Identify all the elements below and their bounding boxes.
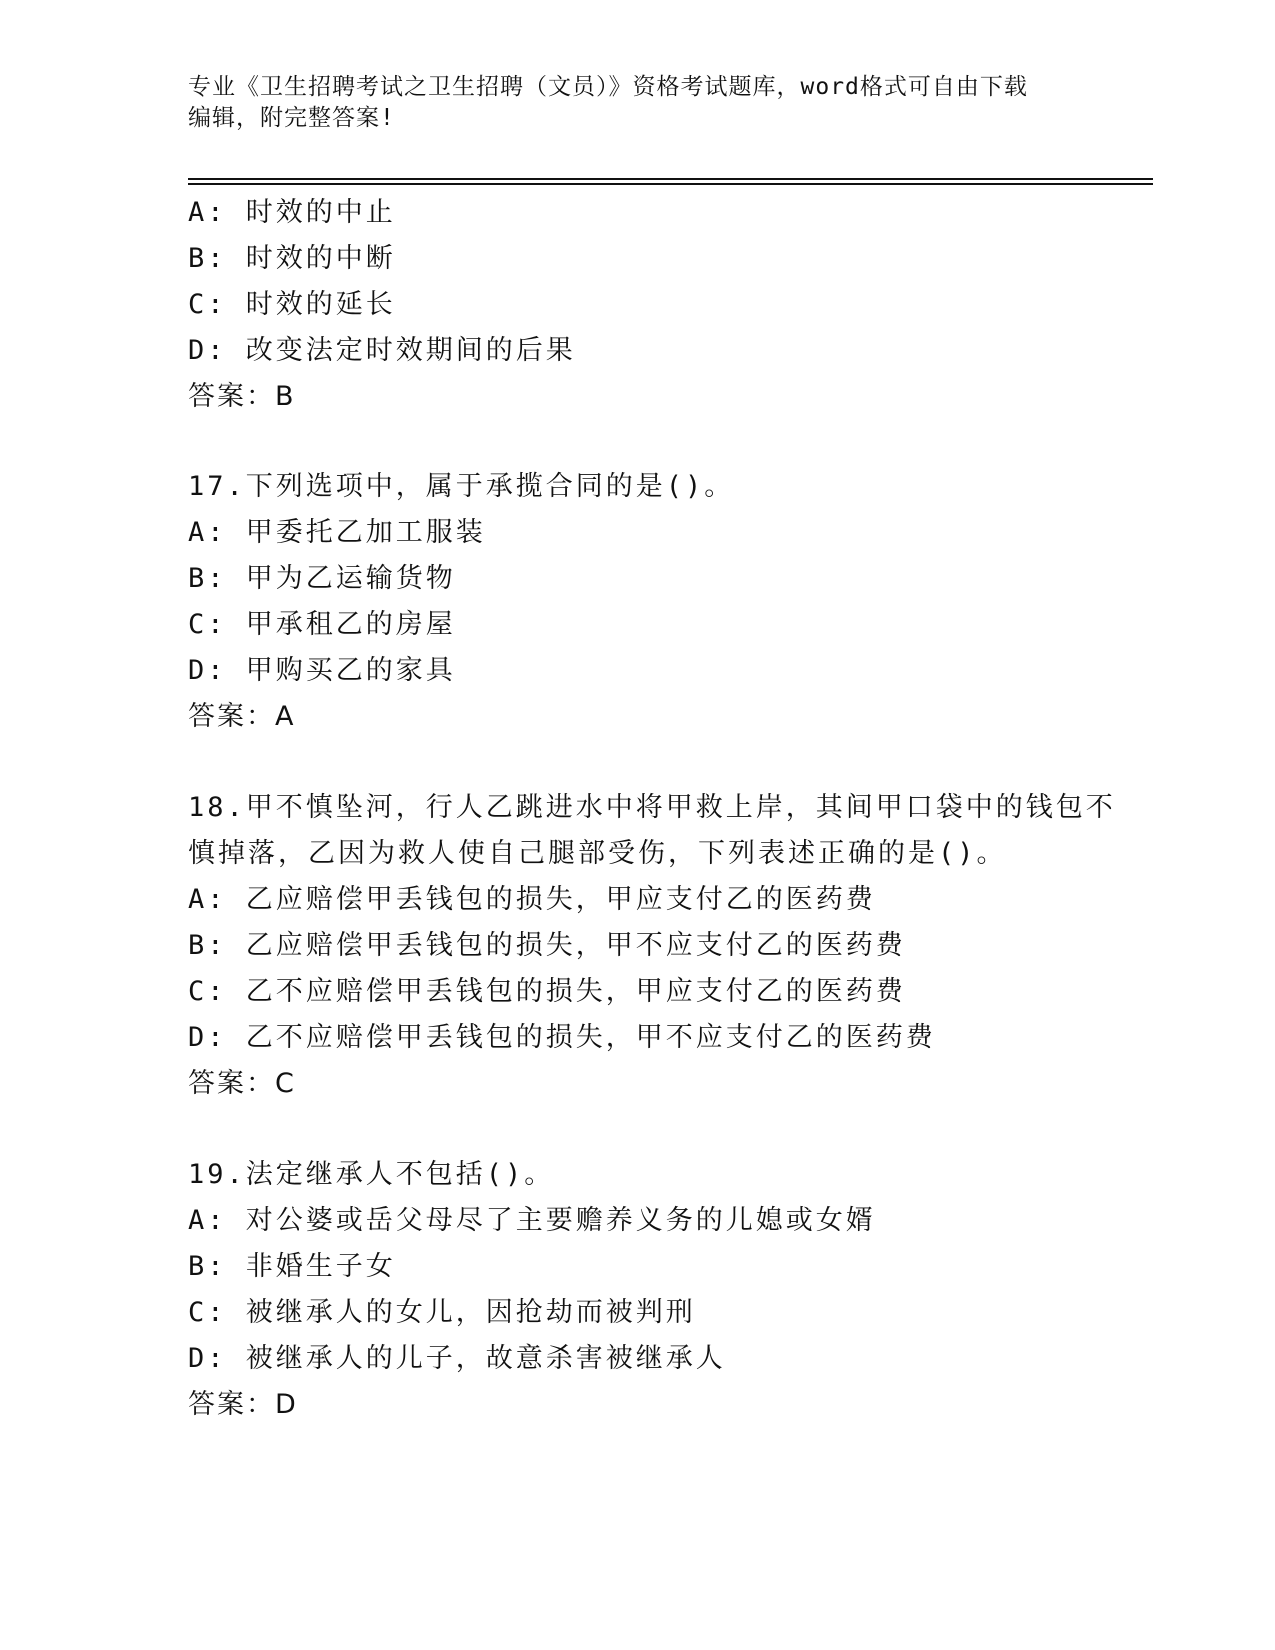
question-17 [188, 464, 1128, 740]
option-a: A: 对公婆或岳父母尽了主要赡养义务的儿媳或女婿 [188, 1205, 876, 1236]
option-c: C: 甲承租乙的房屋 [188, 609, 456, 640]
option-a: A: 乙应赔偿甲丢钱包的损失，甲应支付乙的医药费 [188, 884, 876, 915]
answer-line: 答案：A [188, 701, 296, 732]
header-line-1: 专业《卫生招聘考试之卫生招聘（文员）》资格考试题库，word格式可自由下载 [188, 74, 1028, 100]
answer-line: 答案：C [188, 1068, 296, 1099]
option-a: A: 时效的中止 [188, 197, 396, 228]
question-16 [188, 190, 1128, 420]
option-c: C: 被继承人的女儿，因抢劫而被判刑 [188, 1297, 696, 1328]
question-19 [188, 1152, 1128, 1428]
option-d: D: 甲购买乙的家具 [188, 655, 456, 686]
header-divider-bottom [188, 183, 1153, 185]
header-divider-top [188, 178, 1153, 180]
option-c: C: 乙不应赔偿甲丢钱包的损失，甲应支付乙的医药费 [188, 976, 906, 1007]
answer-line: 答案：B [188, 381, 296, 412]
option-d: D: 被继承人的儿子，故意杀害被继承人 [188, 1343, 726, 1374]
option-c: C: 时效的延长 [188, 289, 396, 320]
option-d: D: 乙不应赔偿甲丢钱包的损失，甲不应支付乙的医药费 [188, 1022, 936, 1053]
question-text: 19.法定继承人不包括()。 [188, 1159, 555, 1190]
option-b: B: 时效的中断 [188, 243, 396, 274]
question-text: 17.下列选项中，属于承揽合同的是()。 [188, 471, 735, 502]
option-b: B: 甲为乙运输货物 [188, 563, 456, 594]
question-18 [188, 785, 1128, 1107]
question-text-line-2: 慎掉落，乙因为救人使自己腿部受伤，下列表述正确的是()。 [188, 838, 1007, 869]
header-line-2: 编辑，附完整答案! [188, 105, 395, 131]
document-header [188, 72, 1068, 134]
option-b: B: 非婚生子女 [188, 1251, 396, 1282]
option-d: D: 改变法定时效期间的后果 [188, 335, 576, 366]
option-b: B: 乙应赔偿甲丢钱包的损失，甲不应支付乙的医药费 [188, 930, 906, 961]
question-list [188, 190, 1128, 1428]
question-text-line-1: 18.甲不慎坠河，行人乙跳进水中将甲救上岸，其间甲口袋中的钱包不 [188, 792, 1116, 823]
answer-line: 答案：D [188, 1389, 298, 1420]
option-a: A: 甲委托乙加工服装 [188, 517, 486, 548]
